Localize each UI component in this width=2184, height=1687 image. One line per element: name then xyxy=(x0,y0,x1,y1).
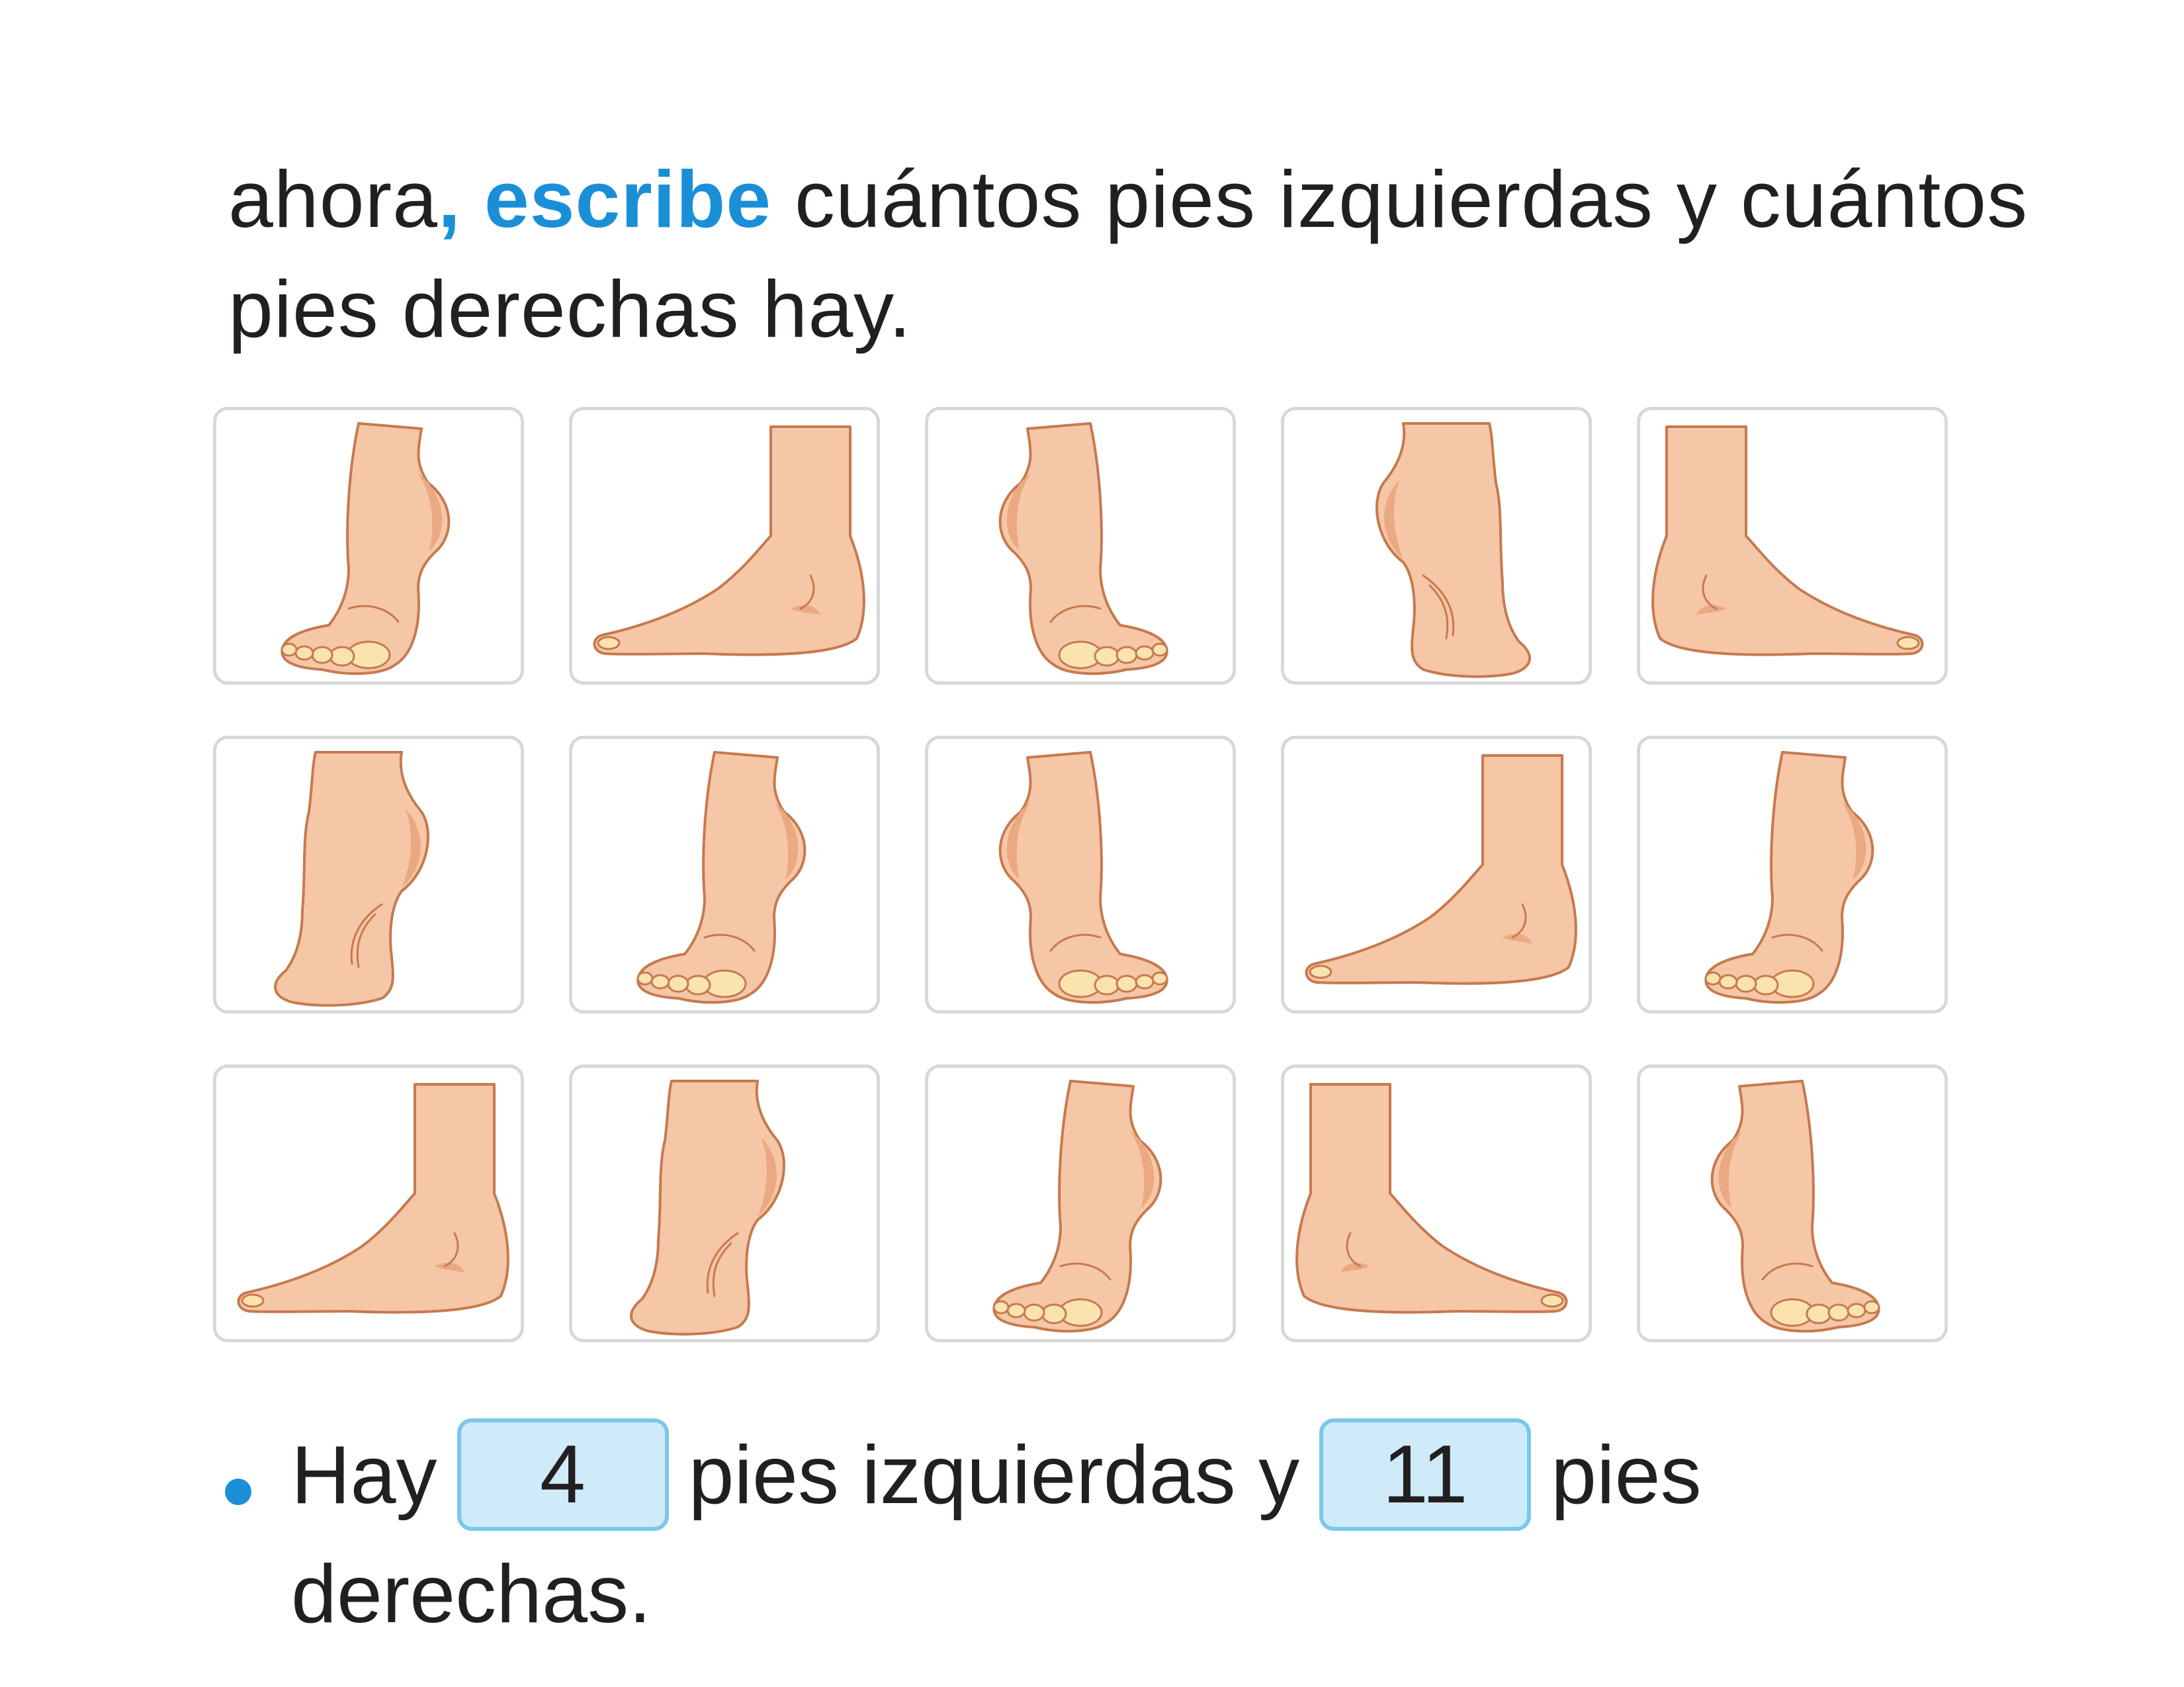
answer-line-2 xyxy=(291,1535,652,1654)
front-right-foot-icon xyxy=(1640,1068,1944,1339)
instruction-part2: cuántos pies izquierdas y cuántos xyxy=(771,154,2029,244)
back-left-foot-icon xyxy=(572,1068,877,1339)
instruction-part3: pies derechas hay. xyxy=(228,264,912,354)
instruction-accent-word: , escribe xyxy=(438,154,772,244)
bullet-icon xyxy=(225,1479,251,1505)
back-right-foot-icon xyxy=(1284,410,1589,681)
foot-card xyxy=(213,736,524,1014)
right-count-box[interactable]: 11 xyxy=(1319,1418,1531,1531)
foot-card xyxy=(569,1064,880,1342)
instruction-part1: ahora xyxy=(228,154,439,244)
foot-card xyxy=(1637,1064,1948,1342)
foot-card xyxy=(1637,736,1948,1014)
side-left-foot-icon xyxy=(216,1068,521,1339)
word-hay: Hay xyxy=(291,1430,437,1521)
foot-card xyxy=(1281,407,1592,685)
foot-card xyxy=(1281,1064,1592,1342)
side-left-foot-icon xyxy=(1284,739,1589,1010)
foot-card xyxy=(925,407,1236,685)
word-derechas: derechas. xyxy=(291,1549,652,1640)
side-left-foot-icon xyxy=(572,410,877,681)
word-pies: pies xyxy=(1551,1430,1702,1521)
front-left-foot-icon xyxy=(216,410,521,681)
foot-card xyxy=(1281,736,1592,1014)
foot-card xyxy=(213,407,524,685)
front-left-foot-icon xyxy=(928,1068,1233,1339)
foot-card xyxy=(213,1064,524,1342)
foot-card xyxy=(1637,407,1948,685)
front-right-foot-icon xyxy=(928,739,1233,1010)
side-right-foot-icon xyxy=(1640,410,1944,681)
left-count-box[interactable]: 4 xyxy=(457,1418,669,1531)
foot-card xyxy=(925,1064,1236,1342)
instruction-text xyxy=(228,144,2147,364)
foot-card xyxy=(569,407,880,685)
front-right-foot-icon xyxy=(928,410,1233,681)
middle-text: pies izquierdas y xyxy=(688,1430,1300,1521)
side-right-foot-icon xyxy=(1284,1068,1589,1339)
front-left-foot-icon xyxy=(572,739,877,1010)
answer-line-1 xyxy=(291,1416,1702,1535)
foot-card xyxy=(925,736,1236,1014)
front-left-foot-icon xyxy=(1640,739,1944,1010)
back-left-foot-icon xyxy=(216,739,521,1010)
foot-card xyxy=(569,736,880,1014)
